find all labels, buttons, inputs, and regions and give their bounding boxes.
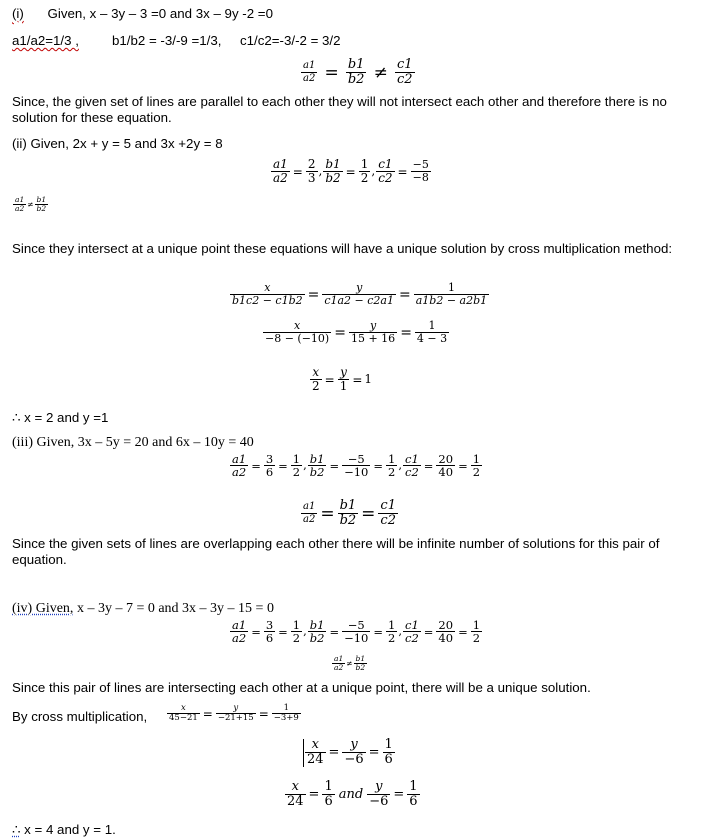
numerator: x (264, 281, 271, 294)
denominator: c2 (405, 631, 419, 646)
numerator: 1 (292, 618, 301, 632)
denominator: −6 (369, 793, 389, 809)
numerator: b1 (36, 195, 47, 204)
frac-a1-a2 (230, 619, 248, 645)
denominator: b2 (309, 631, 325, 646)
part-iv-final-equations: $\frac{x}{24}$ = $\frac{1}{6}$ and $\frac{y}{-6}$ = $\frac{1}{6}$ (287, 779, 418, 809)
numerator: 1 (384, 737, 393, 752)
denominator: a2 (303, 72, 316, 84)
comma: , (398, 458, 403, 473)
frac-x (167, 704, 200, 724)
numerator: 1 (428, 319, 436, 332)
part-iv-simplified: $\frac{x}{24}$ = $\frac{y}{-6}$ = $\frac{1}{6}$ (303, 738, 396, 768)
frac-a1-a2-small (13, 196, 26, 214)
denominator: a2 (334, 662, 344, 672)
denominator: 6 (265, 465, 274, 480)
numerator: 20 (438, 618, 454, 632)
numerator: 1 (388, 452, 396, 466)
denominator: 15 + 16 (350, 331, 396, 345)
part-iii-given: (iii) Given, 3x – 5y = 20 and 6x – 10y = 40 (12, 435, 254, 450)
denominator: 2 (472, 465, 481, 480)
frac-x-24 (305, 738, 326, 768)
frac-1-6b (407, 780, 419, 810)
denominator: b2 (355, 662, 366, 672)
denominator: c2 (396, 71, 413, 87)
denominator: a2 (232, 631, 247, 646)
not-equal-sign: ≠ (373, 62, 388, 83)
text-cursor (303, 739, 304, 767)
numerator: c1 (378, 157, 393, 171)
numerator: −5 (412, 158, 429, 172)
denominator: 2 (388, 631, 396, 646)
frac-20-40 (436, 453, 455, 479)
frac-y-m6 (342, 738, 365, 768)
numerator: 1 (292, 452, 301, 466)
numerator: 1 (472, 452, 481, 466)
part-i-ratio-c: c1/c2=-3/-2 = 3/2 (240, 33, 341, 48)
numerator: −5 (347, 452, 365, 466)
frac-c1-c2 (403, 619, 421, 645)
frac-1 (415, 320, 449, 345)
frac-y-m6 (367, 780, 390, 810)
part-i-ratio-a-text: a1/a2=1/3 , (12, 33, 79, 48)
numerator: a1 (232, 452, 247, 466)
denominator: 40 (438, 465, 454, 480)
numerator: b1 (325, 157, 341, 171)
frac-c1-c2 (376, 158, 394, 185)
numerator: b1 (309, 452, 325, 466)
therefore-symbol: ∴ (12, 822, 21, 837)
numerator: 3 (265, 618, 274, 632)
part-iii-conclusion: Since the given sets of lines are overlapping each other there will be infinite number of solutions for this pair of equation. (12, 536, 660, 567)
numerator: b1 (309, 618, 325, 632)
comma: , (371, 164, 376, 179)
comma: , (318, 164, 323, 179)
denominator: 2 (292, 631, 301, 646)
numerator: b1 (355, 654, 366, 663)
frac-1-2 (359, 158, 371, 185)
denominator: 24 (307, 751, 324, 767)
part-i-fraction-comparison (300, 58, 416, 88)
numerator: y (375, 779, 383, 794)
cross-multiplication-simplified: $\frac{x}{2}$ = $\frac{y}{1}$ = 1 (312, 365, 373, 393)
denominator: 2 (360, 170, 369, 185)
numerator: 1 (409, 779, 418, 794)
denominator: b2 (309, 465, 325, 480)
frac-b1-b2 (323, 158, 342, 185)
numerator: x (311, 737, 319, 752)
frac-m5-m10 (342, 619, 370, 645)
denominator: −21+15 (217, 712, 254, 723)
numerator: y (340, 365, 347, 379)
numerator: 1 (360, 157, 369, 171)
frac-m5-m10 (342, 453, 370, 479)
frac-2-3 (306, 158, 318, 185)
frac-1 (414, 282, 489, 307)
numerator: 1 (324, 779, 333, 794)
numerator: c1 (405, 618, 419, 632)
part-iii-fraction-equality: $\frac{a1}{a2}$ = $\frac{b1}{b2}$ = $\frac{c1}{c2}$ (303, 498, 396, 528)
part-ii-result: ∴ x = 2 and y =1 (12, 410, 109, 425)
numerator: a1 (273, 157, 288, 171)
part-iv-label: (iv) Given, (12, 601, 74, 616)
denominator: 1 (339, 378, 348, 393)
frac-3-6 (264, 453, 275, 479)
numerator: b1 (347, 57, 365, 72)
frac-x-24 (285, 780, 306, 810)
numerator: −5 (347, 618, 365, 632)
denominator: 6 (265, 631, 274, 646)
frac-20-40 (436, 619, 455, 645)
part-ii-small-not-equal (12, 196, 49, 214)
frac-b1-b2-small (354, 655, 368, 673)
denominator: −10 (344, 631, 369, 646)
denominator: b2 (325, 170, 341, 185)
frac-1-6 (383, 738, 395, 768)
numerator: y (350, 737, 358, 752)
denominator: c1a2 − c2a1 (324, 293, 394, 307)
denominator: −8 (412, 170, 429, 184)
frac-c1-c2 (403, 453, 421, 479)
frac-a1-a2 (301, 502, 317, 525)
denominator: 6 (384, 751, 393, 767)
denominator: −6 (344, 751, 364, 767)
frac-c1-c2 (395, 58, 415, 88)
denominator: a2 (15, 203, 25, 213)
frac-b1-b2 (346, 58, 367, 88)
denominator: a2 (303, 513, 316, 525)
denominator: −3+9 (273, 712, 299, 723)
part-i-ratio-b: b1/b2 = -3/-9 =1/3, (112, 33, 222, 48)
part-iii-ratio-equation: $\frac{a1}{a2}$ = $\frac{3}{6}$ = $\frac{1}{2}$ , $\frac{b1}{b2}$ = $\frac{-5}{-10}$ = $\frac{1}{2}$ , $\frac{c1}{c2}$ = $\frac{20}{40}$ = $\frac{1}{2}$ (232, 452, 481, 480)
frac-1-2c (471, 453, 482, 479)
numerator: c1 (380, 498, 396, 513)
denominator: −10 (344, 465, 369, 480)
equals-sign: = (324, 62, 339, 83)
numerator: 20 (438, 452, 454, 466)
frac-1-2b (386, 453, 397, 479)
numerator: y (233, 703, 239, 713)
numerator: b1 (339, 498, 357, 513)
numerator: 1 (472, 618, 481, 632)
part-ii-ratio-equation: $\frac{a1}{a2}$ = $\frac{2}{3}$ , $\frac{b1}{b2}$ = $\frac{1}{2}$ , $\frac{c1}{c2}$ = $\frac{-5}{-8}$ (273, 157, 429, 185)
frac-a1-a2 (230, 453, 248, 479)
part-i-given: Given, x – 3y – 3 =0 and 3x – 9y -2 =0 (47, 6, 273, 21)
frac-y (349, 320, 397, 345)
denominator: c2 (380, 512, 396, 528)
denominator: b2 (347, 71, 365, 87)
numerator: 2 (307, 157, 316, 171)
denominator: b1c2 − c1b2 (232, 293, 303, 307)
denominator: 6 (324, 793, 333, 809)
numerator: a1 (15, 195, 25, 204)
numerator: x (291, 779, 299, 794)
part-iv-equations: x – 3y – 7 = 0 and 3x – 3y – 15 = 0 (73, 601, 274, 616)
denominator: 24 (287, 793, 304, 809)
frac-y (322, 282, 396, 307)
cross-multiplication-substituted: $\frac{x}{-8 - (-10)}$ = $\frac{y}{15 + 16}$ = $\frac{1}{4 - 3}$ (265, 319, 448, 345)
denominator: −8 − (−10) (265, 331, 330, 345)
denominator: a2 (232, 465, 247, 480)
part-iv-result-text: x = 4 and y = 1. (20, 822, 116, 837)
part-iv-given (12, 601, 274, 617)
part-iv-ratio-equation: $\frac{a1}{a2}$ = $\frac{3}{6}$ = $\frac{1}{2}$ , $\frac{b1}{b2}$ = $\frac{-5}{-10}$ = $\frac{1}{2}$ , $\frac{c1}{c2}$ = $\frac{20}{40}$ = $\frac{1}{2}$ (232, 618, 481, 646)
frac-1-2c (471, 619, 482, 645)
denominator: 2 (312, 378, 320, 393)
numerator: a1 (303, 501, 316, 513)
not-equal-sign: ≠ (27, 199, 34, 209)
denominator: b2 (36, 203, 47, 213)
frac-b1-b2 (308, 619, 327, 645)
frac-3-6 (264, 619, 275, 645)
frac-a1-a2 (271, 158, 290, 185)
comma: , (303, 624, 307, 639)
denominator: 4 − 3 (416, 331, 448, 345)
denominator: a1b2 − a2b1 (415, 293, 488, 307)
numerator: y (369, 319, 377, 332)
part-i-label: (i) (12, 6, 24, 21)
numerator: a1 (334, 654, 344, 663)
frac-x-2 (310, 366, 322, 393)
frac-x (263, 320, 331, 345)
numerator: 1 (447, 281, 455, 294)
frac-b1-b2 (308, 453, 327, 479)
frac-m5-m8 (411, 159, 431, 184)
numerator: x (180, 703, 186, 713)
comma: , (303, 458, 307, 473)
part-iv-by-cross-label: By cross multiplication, (12, 709, 148, 724)
frac-1-2 (291, 619, 302, 645)
numerator: 1 (283, 703, 290, 713)
denominator: c2 (378, 170, 393, 185)
part-ii-explanation: Since they intersect at a unique point these equations will have a unique solution by cross multiplication method: (12, 241, 673, 256)
numerator: c1 (405, 452, 419, 466)
denominator: 2 (292, 465, 301, 480)
part-iv-conclusion: Since this pair of lines are intersecting each other at a unique point, there will be a unique solution. (12, 680, 591, 695)
numerator: a1 (303, 60, 316, 72)
frac-y (216, 704, 256, 724)
comma: , (398, 624, 403, 639)
numerator: c1 (396, 57, 413, 72)
part-iv-cross-multiplication: $\frac{x}{45-21}$ = $\frac{y}{-21+15}$ = $\frac{1}{-3+9}$ (169, 703, 299, 723)
frac-1 (272, 704, 301, 724)
denominator: c2 (405, 465, 419, 480)
denominator: 2 (472, 631, 481, 646)
frac-b1-b2-small (35, 196, 49, 214)
numerator: 3 (265, 452, 274, 466)
frac-a1-a2-small (332, 655, 345, 673)
frac-x (230, 282, 305, 307)
denominator: 45−21 (169, 712, 198, 723)
frac-b1-b2 (338, 499, 359, 529)
numerator: a1 (232, 618, 247, 632)
cross-multiplication-formula: $\frac{x}{b1c2 - c1b2}$ = $\frac{y}{c1a2 - c2a1}$ = $\frac{1}{a1b2 - a2b1}$ (232, 281, 488, 307)
frac-1-6 (322, 780, 334, 810)
part-i-heading (12, 6, 273, 21)
numerator: 1 (388, 618, 396, 632)
numerator: x (312, 365, 320, 379)
result-value: 1 (364, 372, 373, 387)
denominator: 3 (307, 170, 316, 185)
not-equal-sign: ≠ (346, 658, 353, 668)
part-i-ratio-a (12, 33, 79, 48)
part-iv-small-not-equal (331, 655, 368, 673)
denominator: b2 (339, 512, 357, 528)
frac-c1-c2 (378, 499, 398, 529)
frac-a1-a2 (301, 61, 317, 84)
numerator: y (356, 281, 363, 294)
frac-1-2b (386, 619, 397, 645)
part-i-conclusion: Since, the given set of lines are parallel to each other they will not intersect each other and therefore there is no solution for these equation. (12, 94, 667, 125)
frac-y-1 (338, 366, 350, 393)
numerator: x (294, 319, 301, 332)
part-ii-given: (ii) Given, 2x + y = 5 and 3x +2y = 8 (12, 136, 223, 151)
frac-1-2 (291, 453, 302, 479)
denominator: 6 (409, 793, 418, 809)
denominator: a2 (273, 170, 288, 185)
denominator: 40 (438, 631, 454, 646)
denominator: 2 (388, 465, 396, 480)
and-word: and (338, 787, 364, 803)
